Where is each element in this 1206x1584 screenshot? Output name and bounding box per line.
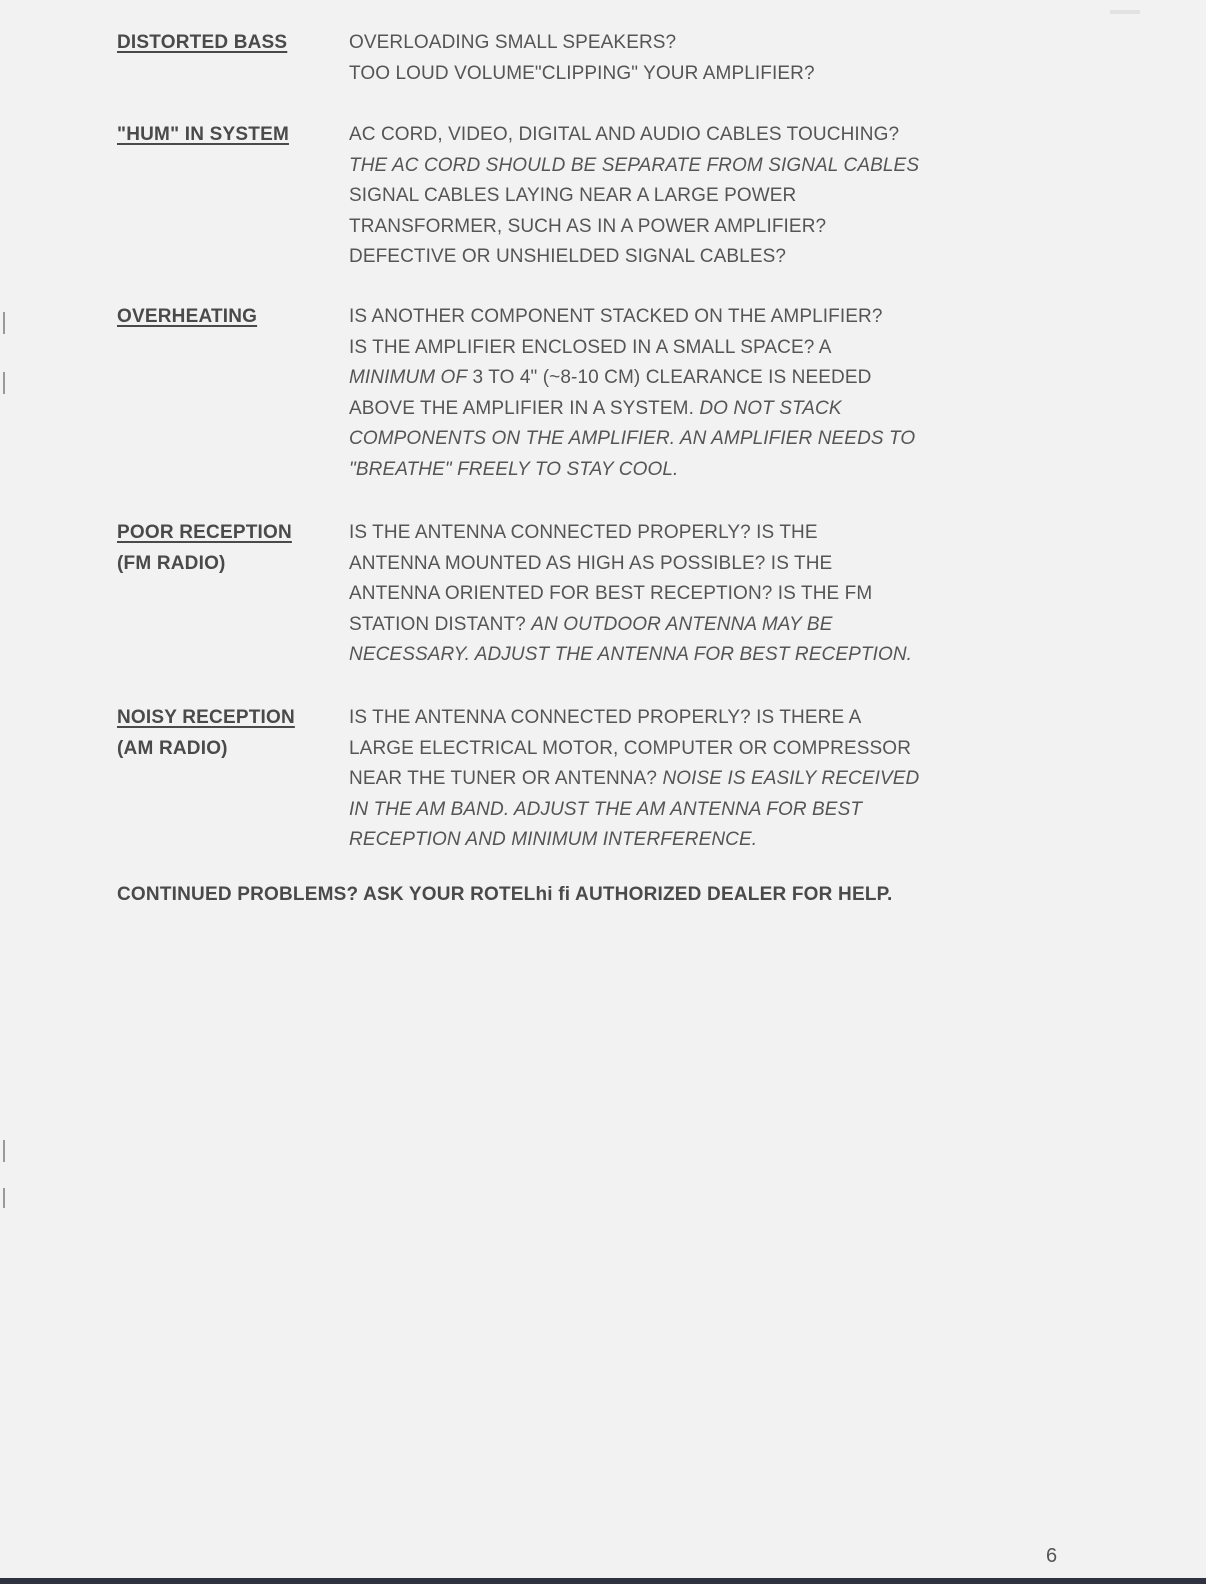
question-text: IS THE ANTENNA CONNECTED PROPERLY? IS THERE A [349,707,862,728]
problem-description [349,518,1009,671]
advice-text: NECESSARY. ADJUST THE ANTENNA FOR BEST RECEPTION. [349,644,913,665]
advice-text: COMPONENTS ON THE AMPLIFIER. AN AMPLIFIER NEEDS TO [349,428,916,449]
advice-text: RECEPTION AND MINIMUM INTERFERENCE. [349,829,758,850]
question-text: AC CORD, VIDEO, DIGITAL AND AUDIO CABLES TOUCHING? [349,124,900,145]
question-text: NEAR THE TUNER OR ANTENNA? [349,768,663,789]
question-text: 3 TO 4" (~8-10 CM) CLEARANCE IS NEEDED [467,367,872,388]
description-line [349,703,1009,734]
problem-label [117,28,337,59]
problem-label [117,302,337,333]
advice-text: DO NOT STACK [699,397,842,419]
description-line [349,549,1009,580]
scan-speck [3,312,5,334]
description-line [349,610,1009,641]
problem-description [349,302,1009,485]
description-line [349,424,1009,455]
description-line [349,120,1009,151]
advice-text: THE AC CORD SHOULD BE SEPARATE FROM SIGNAL CABLES [349,154,920,176]
question-text: IS THE ANTENNA CONNECTED PROPERLY? IS THE [349,522,818,543]
problem-label-line: OVERHEATING [117,306,258,327]
question-text: IS ANOTHER COMPONENT STACKED ON THE AMPLIFIER? [349,306,883,327]
page-number: 6 [1046,1545,1058,1567]
problem-label-line: POOR RECEPTION [117,522,292,543]
question-text: IS THE AMPLIFIER ENCLOSED IN A SMALL SPACE? A [349,336,832,358]
scan-speck [3,1188,5,1208]
description-line [349,59,1009,90]
problem-label-line: (FM RADIO) [117,552,226,574]
problem-label [117,120,337,151]
question-text: DEFECTIVE OR UNSHIELDED SIGNAL CABLES? [349,246,787,267]
scan-speck [3,372,5,394]
advice-text: MINIMUM OF [349,367,468,388]
problem-description [349,28,1009,89]
description-line [349,333,1009,364]
problem-description [349,120,1009,273]
scan-speck [3,1140,5,1162]
description-line [349,640,1009,671]
question-text: ANTENNA MOUNTED AS HIGH AS POSSIBLE? IS THE [349,552,833,574]
advice-text: AN OUTDOOR ANTENNA MAY BE [531,613,833,635]
advice-text: "BREATHE" FREELY TO STAY COOL. [349,458,679,480]
problem-label-line: (AM RADIO) [117,737,228,759]
problem-label-line: "HUM" IN SYSTEM [117,124,289,145]
question-text: ANTENNA ORIENTED FOR BEST RECEPTION? IS THE FM [349,583,873,604]
advice-text: NOISE IS EASILY RECEIVED [662,768,920,789]
problem-label [117,518,337,579]
description-line [349,394,1009,425]
description-line [349,734,1009,765]
description-line [349,212,1009,243]
scan-speck [1110,10,1140,14]
advice-text: IN THE AM BAND. ADJUST THE AM ANTENNA FOR BEST [349,798,863,820]
description-line [349,579,1009,610]
question-text: LARGE ELECTRICAL MOTOR, COMPUTER OR COMPRESSOR [349,737,912,759]
description-line [349,518,1009,549]
description-line [349,302,1009,333]
problem-label-line: NOISY RECEPTION [117,707,295,728]
description-line [349,151,1009,182]
question-text: TOO LOUD VOLUME"CLIPPING" YOUR AMPLIFIER? [349,62,815,84]
question-text: OVERLOADING SMALL SPEAKERS? [349,32,677,53]
continued-problems-note: CONTINUED PROBLEMS? ASK YOUR ROTELhi fi AUTHORIZED DEALER FOR HELP. [117,884,893,905]
question-text: TRANSFORMER, SUCH AS IN A POWER AMPLIFIER? [349,215,827,237]
description-line [349,242,1009,273]
description-line [349,795,1009,826]
question-text: SIGNAL CABLES LAYING NEAR A LARGE POWER [349,185,797,206]
problem-label-line: DISTORTED BASS [117,32,288,53]
description-line [349,181,1009,212]
description-line [349,764,1009,795]
description-line [349,28,1009,59]
description-line [349,363,1009,394]
description-line [349,825,1009,856]
description-line [349,455,1009,486]
problem-label [117,703,337,764]
question-text: ABOVE THE AMPLIFIER IN A SYSTEM. [349,397,700,419]
problem-description [349,703,1009,856]
scan-edge-bar [0,1578,1206,1584]
question-text: STATION DISTANT? [349,613,532,635]
